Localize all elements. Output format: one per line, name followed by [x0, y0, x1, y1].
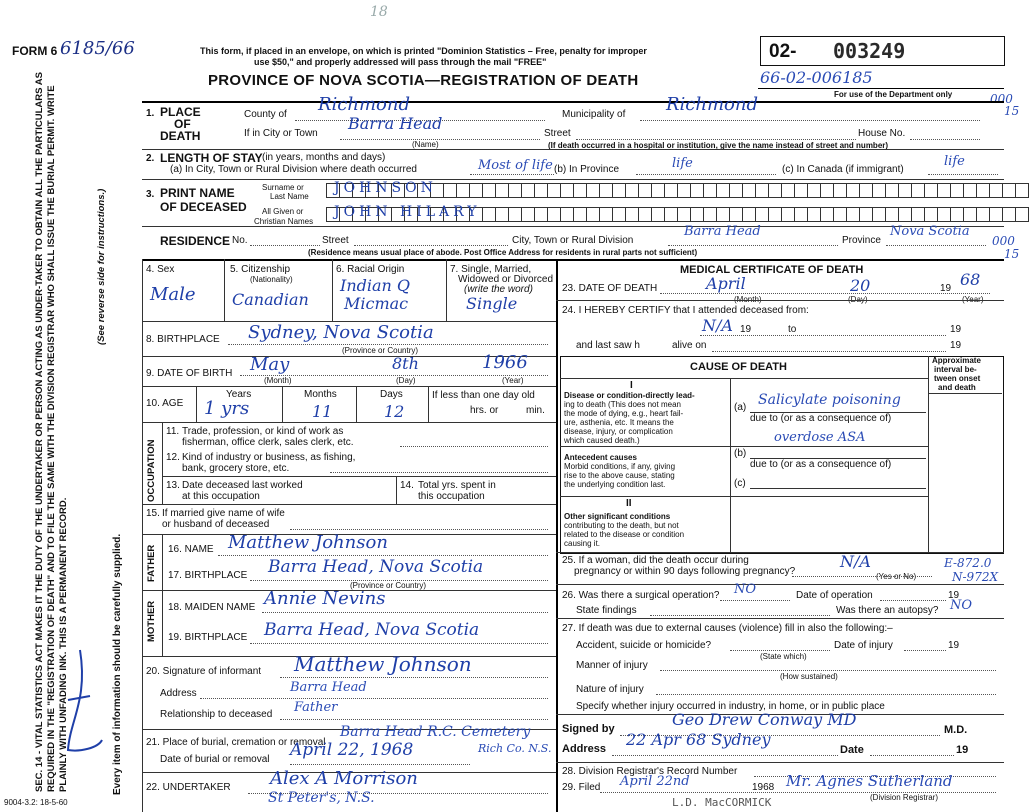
- accident-label: Accident, suicide or homicide?: [576, 640, 712, 651]
- form-title: PROVINCE OF NOVA SCOTIA—REGISTRATION OF DEATH: [208, 72, 639, 89]
- marital-label-3: (write the word): [464, 284, 533, 295]
- q24-label: 24. I HEREBY CERTIFY that I attended deceased from:: [562, 305, 809, 316]
- signed-label: Signed by: [562, 723, 615, 735]
- citizenship-value: Canadian: [232, 290, 309, 309]
- age-under-day: If less than one day old: [432, 390, 535, 401]
- q26-value: NO: [734, 582, 757, 597]
- age-days-label: Days: [380, 389, 403, 400]
- top-scribble: 18: [370, 4, 388, 20]
- other-3: related to the disease or condition: [564, 530, 685, 539]
- dob-day-caption: (Day): [396, 376, 416, 385]
- q23-day-caption: (Day): [848, 295, 868, 304]
- dept-number-handwritten: 66-02-006185: [760, 68, 873, 87]
- specify-label: Specify whether injury occurred in industry, in home, or in public place: [576, 701, 885, 712]
- address-label: Address: [562, 743, 607, 755]
- stay-sub: (in years, months and days): [262, 152, 386, 163]
- registrar-caption: (Division Registrar): [870, 793, 939, 802]
- given-label-2: Christian Names: [254, 217, 314, 226]
- county-label: County of: [244, 109, 287, 120]
- due-to-1: due to (or as a consequence of): [750, 413, 892, 424]
- medical-title: MEDICAL CERTIFICATE OF DEATH: [680, 264, 864, 276]
- informant-address-value: Barra Head: [290, 680, 367, 695]
- undertaker-address: St Peter's, N.S.: [268, 790, 375, 806]
- operation-year: 19: [948, 590, 960, 601]
- informant-label: 20. Signature of informant: [146, 666, 262, 677]
- dob-label: 9. DATE OF BIRTH: [146, 368, 233, 379]
- q24-year-2: 19: [950, 324, 962, 335]
- stay-num: 2.: [146, 153, 155, 164]
- dob-year: 1966: [482, 352, 528, 373]
- surname-value: JOHNSON: [334, 180, 437, 196]
- registrar-stamp: L.D. MacCORMICK: [672, 796, 772, 809]
- other-1: Other significant conditions: [564, 512, 671, 521]
- disease-3: the mode of dying, e.g., heart fail-: [564, 409, 684, 418]
- envelope-notice-1: This form, if placed in an envelope, on which is printed "Dominion Statistics – Free, penalty for improper: [200, 46, 647, 56]
- informant-relationship-value: Father: [294, 700, 338, 715]
- cause-a-value: Salicylate poisoning: [758, 392, 901, 408]
- q13-line-1: Date deceased last worked: [182, 480, 303, 491]
- residence-note: (Residence means usual place of abode. Post Office Address for residents in rural parts not sufficient): [308, 248, 698, 257]
- autopsy-label: Was there an autopsy?: [836, 605, 939, 616]
- other-4: causing it.: [564, 539, 601, 548]
- q24-to: to: [788, 324, 797, 335]
- residence-province-label: Province: [842, 235, 881, 246]
- due-to-2: due to (or as a consequence of): [750, 459, 892, 470]
- q25-code-1: E-872.0: [944, 556, 992, 570]
- undertaker-value: Alex A Morrison: [270, 768, 418, 789]
- birthplace-label: 8. BIRTHPLACE: [146, 334, 220, 345]
- registration-number-box: [760, 36, 1005, 66]
- county-value: Richmond: [318, 94, 411, 115]
- informant-address-label: Address: [160, 688, 197, 699]
- margin-code-1b: 15: [1004, 104, 1020, 118]
- age-years-label: Years: [226, 389, 252, 400]
- residence-label: RESIDENCE: [160, 234, 231, 248]
- margin-code-2b: 15: [1004, 247, 1020, 261]
- place-label-1: PLACE: [160, 105, 201, 119]
- filed-year: 1968: [752, 782, 775, 793]
- state-which: (State which): [760, 652, 807, 661]
- sidebar-law-text: SEC. 14 - VITAL STATISTICS ACT MAKES IT THE DUTY OF THE UNDERTAKER OR PERSON ACTING AS UNDER-TAKER TO OBTAIN ALL THE PARTICULARS AS REQUIRED IN THE "REGISTRATION OF DEATH" AND TO FILE THE SAME WITH THE DIVISION REGISTRAR WHO SHALL ISSUE THE BURIAL PERMIT. WRITE PLAINLY WITH UNFADING INK. THIS IS A PERMANENT RECORD.: [34, 72, 69, 792]
- antecedent-4: the underlying condition last.: [564, 480, 666, 489]
- approx-4: and death: [938, 383, 976, 392]
- sex-value: Male: [150, 284, 196, 305]
- stay-label: LENGTH OF STAY: [160, 151, 263, 165]
- burial-side-note: Rich Co. N.S.: [478, 742, 552, 755]
- q14-line-2: this occupation: [418, 491, 485, 502]
- place-num: 1.: [146, 108, 155, 119]
- father-birthplace-label: 17. BIRTHPLACE: [168, 570, 248, 581]
- q25-yes-no: (Yes or No): [876, 572, 917, 581]
- footer-code: 9004-3.2: 18-5-60: [4, 798, 68, 807]
- q28-label: 28. Division Registrar's Record Number: [562, 766, 738, 777]
- disease-4: ure, asthenia, etc. It means the: [564, 418, 674, 427]
- margin-code-1: 000: [990, 92, 1013, 106]
- city-name-caption: (Name): [412, 140, 439, 149]
- dob-month-caption: (Month): [264, 376, 292, 385]
- q24-value: N/A: [702, 316, 733, 335]
- stay-b-label: (b) In Province: [554, 164, 620, 175]
- injury-year: 19: [948, 640, 960, 651]
- approx-1: Approximate: [932, 356, 981, 365]
- birthplace-caption: (Province or Country): [342, 346, 419, 355]
- residence-no-label: No.: [232, 235, 248, 246]
- age-months-label: Months: [304, 389, 337, 400]
- mother-maiden-label: 18. MAIDEN NAME: [168, 602, 256, 613]
- q14-line-1: Total yrs. spent in: [418, 480, 496, 491]
- cause-c-label: (c): [734, 478, 746, 489]
- date-label: Date: [840, 744, 864, 756]
- signed-year: 19: [956, 744, 969, 756]
- age-days: 12: [384, 402, 405, 421]
- name-label-1: PRINT NAME: [160, 186, 235, 200]
- q23-year: 68: [960, 270, 981, 289]
- q27-label: 27. If death was due to external causes (violence) fill in also the following:–: [562, 623, 893, 634]
- q25-line-1: 25. If a woman, did the death occur during: [562, 555, 749, 566]
- antecedent-3: rise to the above cause, stating: [564, 471, 675, 480]
- municipality-value: Richmond: [666, 94, 759, 115]
- informant-relationship-label: Relationship to deceased: [160, 709, 273, 720]
- marital-label-2: Widowed or Divorced: [458, 274, 554, 285]
- last-saw: and last saw h: [576, 340, 640, 351]
- signed-value: Geo Drew Conway MD: [672, 710, 857, 729]
- place-label-3: DEATH: [160, 129, 201, 143]
- address-value: 22 Apr 68 Sydney: [626, 730, 771, 749]
- cause-title: CAUSE OF DEATH: [690, 361, 787, 373]
- sex-label: 4. Sex: [146, 264, 175, 275]
- father-name-label: 16. NAME: [168, 544, 214, 555]
- name-label-2: OF DECEASED: [160, 200, 247, 214]
- age-label: 10. AGE: [146, 398, 184, 409]
- cause-a-second: overdose ASA: [774, 430, 866, 445]
- q29-label: 29. Filed: [562, 782, 601, 793]
- md-suffix: M.D.: [944, 724, 968, 736]
- q23-year-prefix: 19: [940, 283, 952, 294]
- disease-5: disease, injury, or complication: [564, 427, 673, 436]
- approx-3: tween onset: [934, 374, 981, 383]
- q23-day: 20: [850, 276, 871, 295]
- form-number: FORM 6: [12, 44, 58, 58]
- q11-line-2: fisherman, office clerk, sales clerk, etc.: [182, 437, 354, 448]
- mother-birthplace-value: Barra Head, Nova Scotia: [264, 620, 480, 640]
- cause-b-label: (b): [734, 448, 747, 459]
- sidebar-see-reverse: (See reverse side for instructions.): [96, 188, 107, 345]
- sidebar-every-item: Every item of information should be carefully supplied.: [112, 533, 123, 795]
- q23-month: April: [706, 274, 746, 293]
- stay-a-value: Most of life: [478, 158, 553, 173]
- cause-a-label: (a): [734, 402, 747, 413]
- given-value: JOHN HILARY: [334, 204, 481, 220]
- burial-date-value: April 22, 1968: [290, 740, 414, 760]
- citizenship-label: 5. Citizenship: [230, 264, 291, 275]
- q15-line-1: If married give name of wife: [162, 508, 285, 519]
- q23-month-caption: (Month): [734, 295, 762, 304]
- disease-1: Disease or condition-directly lead-: [564, 391, 695, 400]
- father-birthplace-value: Barra Head, Nova Scotia: [268, 557, 484, 577]
- mother-birthplace-label: 19. BIRTHPLACE: [168, 632, 248, 643]
- q25-value: N/A: [840, 552, 871, 571]
- mother-side-label: MOTHER: [146, 600, 157, 642]
- filed-value: April 22nd: [620, 774, 690, 789]
- approx-2: interval be-: [934, 365, 977, 374]
- burial-date-label: Date of burial or removal: [160, 754, 270, 765]
- q13-line-2: at this occupation: [182, 491, 260, 502]
- street-label: Street: [544, 128, 571, 139]
- age-years: 1 yrs: [204, 398, 250, 419]
- citizenship-sub: (Nationality): [250, 275, 293, 284]
- father-side-label: FATHER: [146, 544, 157, 582]
- q11-line-1: Trade, profession, or kind of work as: [182, 426, 344, 437]
- q12-line-1: Kind of industry or business, as fishing,: [182, 452, 356, 463]
- other-2: contributing to the death, but not: [564, 521, 679, 530]
- age-months: 11: [312, 402, 333, 421]
- house-label: House No.: [858, 128, 906, 139]
- residence-street-label: Street: [322, 235, 349, 246]
- undertaker-label: 22. UNDERTAKER: [146, 782, 231, 793]
- q23-year-caption: (Year): [962, 295, 984, 304]
- disease-2: ing to death (This does not mean: [564, 400, 681, 409]
- stay-b-value: life: [672, 156, 693, 171]
- hospital-note: (If death occurred in a hospital or institution, give the name instead of street and number): [548, 141, 889, 150]
- dob-year-caption: (Year): [502, 376, 524, 385]
- age-hrs: hrs. or: [470, 405, 499, 416]
- stay-c-value: life: [944, 154, 965, 169]
- name-num: 3.: [146, 189, 155, 200]
- margin-code-2: 000: [992, 234, 1015, 248]
- how-sustained: (How sustained): [780, 672, 838, 681]
- q26-label: 26. Was there a surgical operation?: [562, 590, 720, 601]
- father-name-value: Matthew Johnson: [228, 532, 388, 553]
- reg-prefix: 02-: [769, 41, 797, 62]
- stay-c-label: (c) In Canada (if immigrant): [782, 164, 904, 175]
- city-value: Barra Head: [348, 114, 443, 133]
- marital-label-1: 7. Single, Married,: [450, 264, 532, 275]
- nature-label: Nature of injury: [576, 684, 644, 695]
- mother-maiden-value: Annie Nevins: [264, 588, 386, 609]
- surname-label-2: Last Name: [270, 192, 309, 201]
- dob-month: May: [250, 354, 290, 375]
- manner-label: Manner of injury: [576, 660, 648, 671]
- sidebar-initial-mark: [50, 640, 110, 770]
- burial-place-label: 21. Place of burial, cremation or removal: [146, 737, 326, 748]
- residence-province-value: Nova Scotia: [890, 224, 970, 239]
- racial-label: 6. Racial Origin: [336, 264, 405, 275]
- residence-city-value: Barra Head: [684, 224, 761, 239]
- registrar-signature: Mr. Agnes Sutherland: [786, 772, 953, 790]
- father-caption: (Province or Country): [350, 581, 427, 590]
- antecedent-2: Morbid conditions, if any, giving: [564, 462, 676, 471]
- disease-6: which caused death.): [564, 436, 640, 445]
- reg-number: 003249: [833, 39, 906, 63]
- antecedent-1: Antecedent causes: [564, 453, 637, 462]
- date-of-operation: Date of operation: [796, 590, 873, 601]
- q23-label: 23. DATE OF DEATH: [562, 283, 658, 294]
- dob-day: 8th: [392, 354, 419, 373]
- alive-on: alive on: [672, 340, 707, 351]
- stay-a-label: (a) In City, Town or Rural Division where death occurred: [170, 164, 417, 175]
- date-of-injury: Date of injury: [834, 640, 893, 651]
- marital-value: Single: [466, 294, 518, 313]
- q12-line-2: bank, grocery store, etc.: [182, 463, 290, 474]
- surname-label-1: Surname or: [262, 183, 304, 192]
- autopsy-value: NO: [950, 598, 973, 613]
- alive-year: 19: [950, 340, 962, 351]
- age-min: min.: [526, 405, 545, 416]
- place-label-2: OF: [174, 117, 191, 131]
- q25-code-2: N-972X: [952, 570, 999, 584]
- birthplace-value: Sydney, Nova Scotia: [248, 322, 434, 343]
- envelope-notice-2: use $50," and properly addressed will pass through the mail "FREE": [254, 57, 547, 67]
- burial-place-value: Barra Head R.C. Cemetery: [340, 724, 531, 740]
- given-label-1: All Given or: [262, 207, 304, 216]
- city-label: If in City or Town: [244, 128, 318, 139]
- municipality-label: Municipality of: [562, 109, 626, 120]
- q25-line-2: pregnancy or within 90 days following pregnancy?: [574, 566, 796, 577]
- q15-line-2: or husband of deceased: [162, 519, 270, 530]
- racial-value-2: Micmac: [344, 294, 409, 313]
- residence-city-label: City, Town or Rural Division: [512, 235, 634, 246]
- dept-use-caption: For use of the Department only: [834, 90, 953, 99]
- roman-i: I: [630, 380, 633, 391]
- form-ref-handwritten: 6185/66: [60, 38, 135, 59]
- racial-value-1: Indian Q: [340, 276, 411, 295]
- state-findings: State findings: [576, 605, 637, 616]
- occupation-side-label: OCCUPATION: [146, 439, 157, 502]
- roman-ii: II: [626, 498, 632, 509]
- q24-year-1: 19: [740, 324, 752, 335]
- informant-signature: Matthew Johnson: [294, 652, 472, 676]
